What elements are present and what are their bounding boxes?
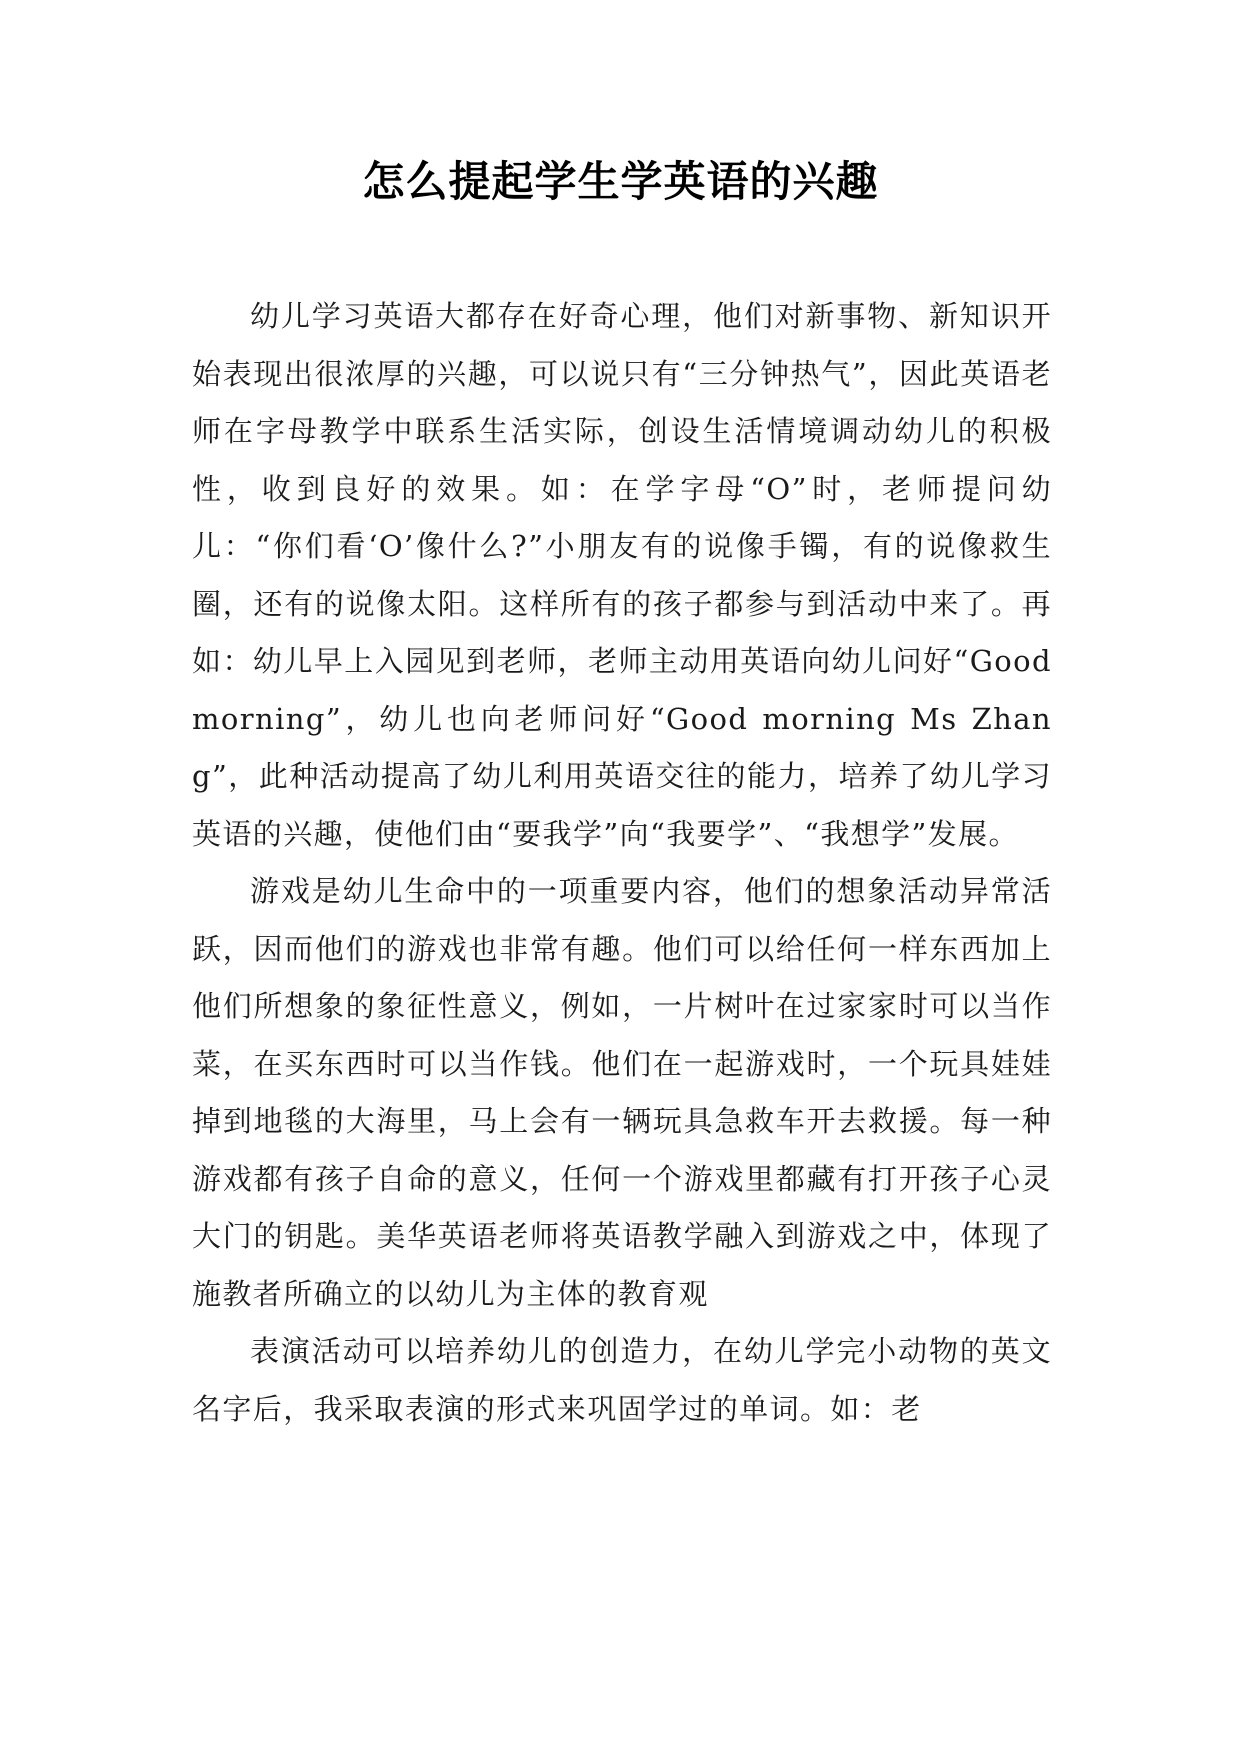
paragraph-2: 游戏是幼儿生命中的一项重要内容，他们的想象活动异常活跃，因而他们的游戏也非常有趣。他们可以给任何一样东西加上他们所想象的象征性意义，例如，一片树叶在过家家时可以当作菜，在买东西时可以当作钱。他们在一起游戏时，一个玩具娃娃掉到地毯的大海里，马上会有一辆玩具急救车开去救援。每一种游戏都有孩子自命的意义，任何一个游戏里都藏有打开孩子心灵大门的钥匙。美华英语老师将英语教学融入到游戏之中，体现了施教者所确立的以幼儿为主体的教育观 bbox=[192, 874, 1052, 1311]
paragraph-1: 幼儿学习英语大都存在好奇心理，他们对新事物、新知识开始表现出很浓厚的兴趣，可以说只有“三分钟热气”，因此英语老师在字母教学中联系生活实际，创设生活情境调动幼儿的积极性，收到良好的效果。如：在学字母“O”时，老师提问幼儿：“你们看‘O’像什么?”小朋友有的说像手镯，有的说像救生圈，还有的说像太阳。这样所有的孩子都参与到活动中来了。再如：幼儿早上入园见到老师，老师主动用英语向幼儿问好“Good morning”，幼儿也向老师问好“Good morning Ms Zhang”，此种活动提高了幼儿利用英语交往的能力，培养了幼儿学习英语的兴趣，使他们由“要我学”向“我要学”、“我想学”发展。 bbox=[192, 299, 1052, 851]
document-body bbox=[192, 288, 1052, 1438]
document-title: 怎么提起学生学英语的兴趣 bbox=[362, 157, 879, 206]
paragraph-3: 表演活动可以培养幼儿的创造力，在幼儿学完小动物的英文名字后，我采取表演的形式来巩固学过的单词。如：老 bbox=[192, 1334, 1052, 1426]
